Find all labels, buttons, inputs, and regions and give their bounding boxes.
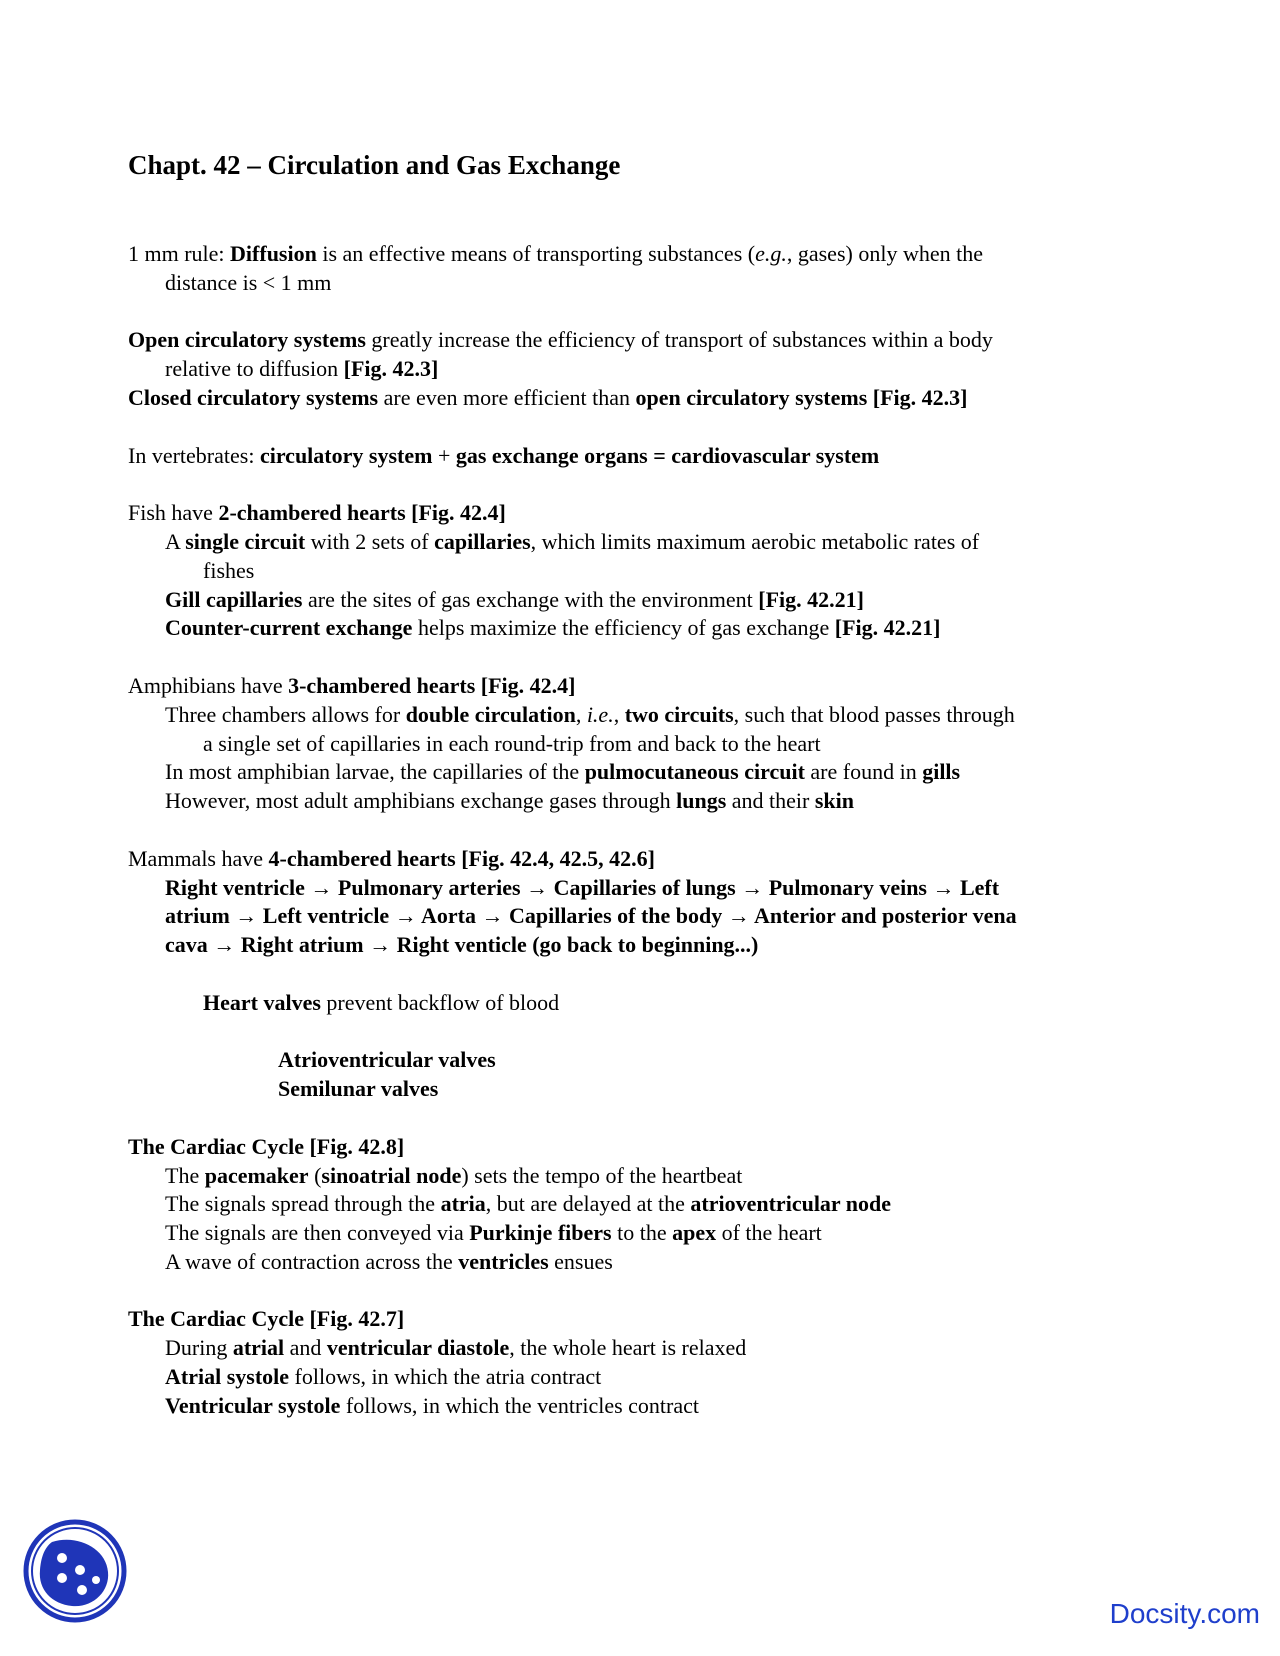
text-span: ) sets the tempo of the heartbeat	[461, 1162, 743, 1188]
term-heart-valves: Heart valves	[203, 989, 321, 1015]
text-span: The signals spread through the	[165, 1191, 441, 1217]
text-span: ensues	[548, 1248, 613, 1274]
text-span: follows, in which the ventricles contract	[340, 1392, 700, 1418]
term-diffusion: Diffusion	[230, 241, 317, 266]
section-cardiac-cycle-1	[128, 1133, 1158, 1277]
term-apex: apex	[672, 1220, 717, 1246]
fig-ref: [Fig. 42.21]	[834, 615, 941, 641]
text-italic: i.e.	[586, 701, 614, 727]
text-line	[128, 1334, 1158, 1363]
section-vertebrates	[128, 442, 1158, 471]
term-sinoatrial-node: sinoatrial node	[321, 1162, 462, 1188]
fig-ref: [Fig. 42.21]	[758, 586, 864, 612]
text-span: of the heart	[716, 1220, 822, 1246]
text-line	[128, 355, 1158, 384]
text-span: ,	[575, 701, 587, 727]
valve-item: Semilunar valves	[278, 1076, 439, 1102]
text-line	[128, 845, 1158, 874]
text-line	[128, 1248, 1158, 1277]
term-3-chambered: 3-chambered hearts [Fig. 42.4]	[288, 672, 576, 698]
text-span: , which limits maximum aerobic metabolic rates of	[530, 528, 980, 554]
term-atrial-systole: Atrial systole	[165, 1364, 290, 1390]
term-cardiovascular-system: gas exchange organs = cardiovascular system	[455, 442, 880, 468]
text-span: However, most adult amphibians exchange gases through	[165, 788, 677, 814]
term-lungs: lungs	[676, 788, 727, 814]
text-span: The	[165, 1162, 205, 1188]
text-span: Three chambers allows for	[165, 701, 406, 727]
text-span: , the whole heart is relaxed	[509, 1335, 747, 1361]
text-span: , gases) only when the	[786, 241, 983, 266]
text-span: A	[165, 528, 186, 554]
term-pulmocutaneous: pulmocutaneous circuit	[584, 759, 805, 785]
text-span: , but are delayed at the	[485, 1191, 691, 1217]
term-4-chambered: 4-chambered hearts [Fig. 42.4, 42.5, 42.6]	[268, 845, 655, 871]
text-span: are found in	[804, 759, 923, 785]
term-atrial: atrial	[232, 1335, 285, 1361]
text-span: are the sites of gas exchange with the environment	[302, 586, 759, 612]
term-av-node: atrioventricular node	[690, 1191, 892, 1217]
text-span: is an effective means of transporting substances (	[316, 241, 756, 266]
logo-graphic	[22, 1518, 128, 1624]
section-mammals	[128, 845, 1158, 1104]
text-span: A wave of contraction across the	[165, 1248, 459, 1274]
text-span: (	[308, 1162, 322, 1188]
section-fish	[128, 499, 1158, 643]
term-ventricular-diastole: ventricular diastole	[326, 1335, 510, 1361]
docsity-brand-link[interactable]: Docsity.com	[1109, 1598, 1260, 1629]
text-line	[128, 528, 1158, 557]
blood-flow-line: atrium → Left ventricle → Aorta → Capillaries of the body → Anterior and posterior vena	[165, 903, 1017, 929]
term-capillaries: capillaries	[434, 528, 531, 554]
section-cardiac-cycle-2	[128, 1305, 1158, 1420]
term-gills: gills	[922, 759, 961, 785]
text-line: distance is < 1 mm	[165, 269, 332, 295]
docsity-logo-icon[interactable]	[22, 1518, 128, 1624]
term-counter-current: Counter-current exchange	[165, 615, 413, 641]
text-line	[128, 1219, 1158, 1248]
section-diffusion	[128, 240, 1158, 298]
text-span: with 2 sets of	[305, 528, 435, 554]
text-span: In most amphibian larvae, the capillaries of the	[165, 759, 585, 785]
term-purkinje-fibers: Purkinje fibers	[469, 1220, 612, 1246]
text-span: are even more efficient than	[378, 384, 636, 410]
text-line	[128, 1190, 1158, 1219]
term-closed-circulatory: Closed circulatory systems	[128, 384, 379, 410]
text-line	[128, 586, 1158, 615]
term-two-circuits: two circuits	[624, 701, 734, 727]
text-line	[128, 989, 1158, 1018]
term-ventricular-systole: Ventricular systole	[165, 1392, 341, 1418]
text-span: helps maximize the efficiency of gas exchange	[412, 615, 835, 641]
text-line	[128, 1363, 1158, 1392]
term-atria: atria	[440, 1191, 486, 1217]
text-line	[128, 614, 1158, 643]
text-line	[128, 758, 1158, 787]
blood-flow-line: Right ventricle → Pulmonary arteries → Capillaries of lungs → Pulmonary veins → Left	[165, 874, 1000, 900]
text-line: a single set of capillaries in each round-trip from and back to the heart	[203, 730, 821, 756]
term-skin: skin	[814, 788, 855, 814]
blood-flow-line: cava → Right atrium → Right venticle (go back to beginning...)	[165, 932, 759, 958]
section-circulatory-systems	[128, 326, 1158, 412]
term-2-chambered: 2-chambered hearts [Fig. 42.4]	[218, 500, 506, 526]
term-pacemaker: pacemaker	[204, 1162, 309, 1188]
term-gill-capillaries: Gill capillaries	[165, 586, 303, 612]
text-span: Fish have	[128, 500, 219, 526]
text-span: ,	[613, 701, 625, 727]
text-span: and	[284, 1335, 327, 1361]
fig-ref: [Fig. 42.3]	[343, 356, 439, 382]
text-span: follows, in which the atria contract	[289, 1364, 602, 1390]
text-line	[128, 240, 1158, 269]
text-span: Amphibians have	[128, 672, 289, 698]
text-span: to the	[611, 1220, 673, 1246]
term-ventricles: ventricles	[458, 1248, 549, 1274]
text-line	[128, 326, 1158, 355]
text-span: In vertebrates:	[128, 442, 260, 468]
text-line	[128, 442, 1158, 471]
section-heading: The Cardiac Cycle [Fig. 42.8]	[128, 1133, 405, 1159]
page-title: Chapt. 42 – Circulation and Gas Exchange	[128, 150, 621, 180]
section-heading: The Cardiac Cycle [Fig. 42.7]	[128, 1306, 405, 1332]
text-span: Mammals have	[128, 845, 269, 871]
text-span: greatly increase the efficiency of transport of substances within a body	[365, 327, 993, 353]
text-line	[128, 787, 1158, 816]
text-line	[128, 1162, 1158, 1191]
valve-item: Atrioventricular valves	[278, 1047, 496, 1073]
text-line	[128, 672, 1158, 701]
text-line	[128, 1392, 1158, 1421]
term-open-circulatory: Open circulatory systems	[128, 327, 366, 353]
text-line	[128, 384, 1158, 413]
text-span: 1 mm rule:	[128, 241, 231, 266]
text-line	[128, 701, 1158, 730]
text-line	[128, 499, 1158, 528]
text-span: and their	[726, 788, 815, 814]
text-span: , such that blood passes through	[733, 701, 1015, 727]
document-body	[128, 240, 1158, 1421]
text-span: +	[432, 442, 456, 468]
term-double-circulation: double circulation	[405, 701, 576, 727]
term-single-circuit: single circuit	[185, 528, 306, 554]
text-span: prevent backflow of blood	[320, 989, 560, 1015]
text-span: The signals are then conveyed via	[165, 1220, 470, 1246]
text-span: During	[165, 1335, 233, 1361]
term-circulatory-system: circulatory system	[259, 442, 433, 468]
section-amphibians	[128, 672, 1158, 816]
text-italic: e.g.	[755, 241, 787, 266]
text-span: relative to diffusion	[165, 356, 344, 382]
text-line: fishes	[203, 557, 255, 583]
term-open-circulatory: open circulatory systems [Fig. 42.3]	[635, 384, 968, 410]
